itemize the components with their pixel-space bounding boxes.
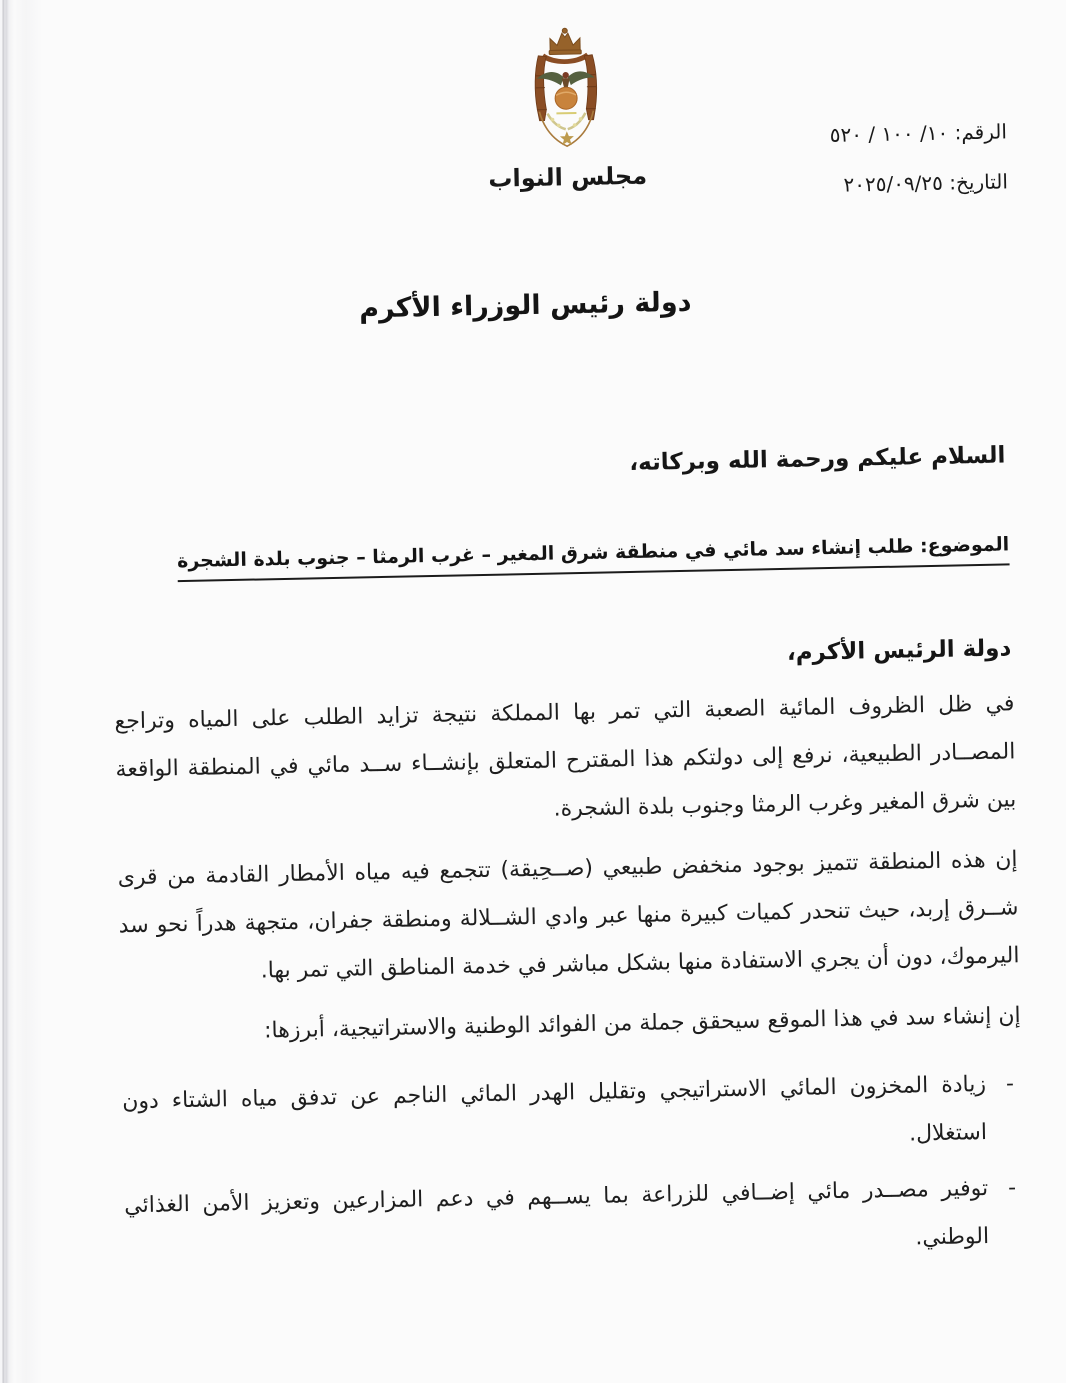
benefit-item	[122, 1060, 1024, 1174]
bullet-dash: -	[1007, 1175, 1017, 1201]
wreath	[547, 113, 585, 130]
crown-icon	[549, 28, 582, 55]
benefit-item	[124, 1164, 1026, 1278]
ref-number-line: الرقم: ١٠/ ١٠٠ / ٥٢٠	[829, 119, 1008, 147]
benefits-intro: إن إنشاء سد في هذا الموقع سيحقق جملة من الفوائد الوطنية والاستراتيجية، أبرزها:	[263, 1003, 1021, 1044]
letter-body	[114, 680, 1026, 1286]
recipient-title: دولة رئيس الوزراء الأكرم	[358, 286, 692, 325]
body-paragraph-2: إن هذه المنطقة تتميز بوجود منخفض طبيعي (صــحِيقة) تتجمع فيه مياه الأمطار القادمة من قرى شــرق إربد، حيث تنحدر كميات كبيرة منها عبر وادي الشــلالة ومنطقة جفران، متجهة هدراً نحو سد اليرموك، دون أن يجري الاستفادة منها بشكل مباشر في خدمة المناطق التي تمر بها.	[117, 847, 1020, 984]
bullet-dash: -	[1005, 1071, 1015, 1097]
greeting-line: السلام عليكم ورحمة الله وبركاته،	[629, 442, 1006, 477]
globe-icon	[555, 87, 577, 109]
body-paragraph-1: في ظل الظروف المائية الصعبة التي تمر بها المملكة نتيجة تزايد الطلب على المياه وتراجع المصــادر الطبيعية، نرفع إلى دولتكم هذا المقترح المتعلق بإنشــاء ســد مائي في المنطقة الواقعة بين شرق المغير وغرب الرمثا وجنوب بلدة الشجرة.	[114, 691, 1017, 822]
subject-text: الموضوع: طلب إنشاء سد مائي في منطقة شرق المغير – غرب الرمثا – جنوب بلدة الشجرة	[177, 533, 1010, 582]
salutation-line: دولة الرئيس الأكرم،	[786, 635, 1012, 666]
date-line: التاريخ: ٢٠٢٥/٠٩/٢٥	[843, 169, 1009, 197]
benefit-text: توفير مصــدر مائي إضــافي للزراعة بما يســهم في دعم المزارعين وتعزيز الأمن الغذائي الوطني.	[124, 1175, 990, 1251]
subject-line	[177, 533, 1009, 572]
benefit-text: زيادة المخزون المائي الاستراتيجي وتقليل الهدر المائي الناجم عن تدفق مياه الشتاء دون استغلال.	[121, 1071, 988, 1147]
benefits-list	[122, 1060, 1026, 1278]
jordan-coat-of-arms-emblem	[505, 24, 628, 158]
letterhead-numbers	[829, 106, 1008, 210]
org-name-calligraphy: مجلس النواب	[488, 161, 648, 193]
letterhead-emblem-block	[445, 23, 688, 194]
